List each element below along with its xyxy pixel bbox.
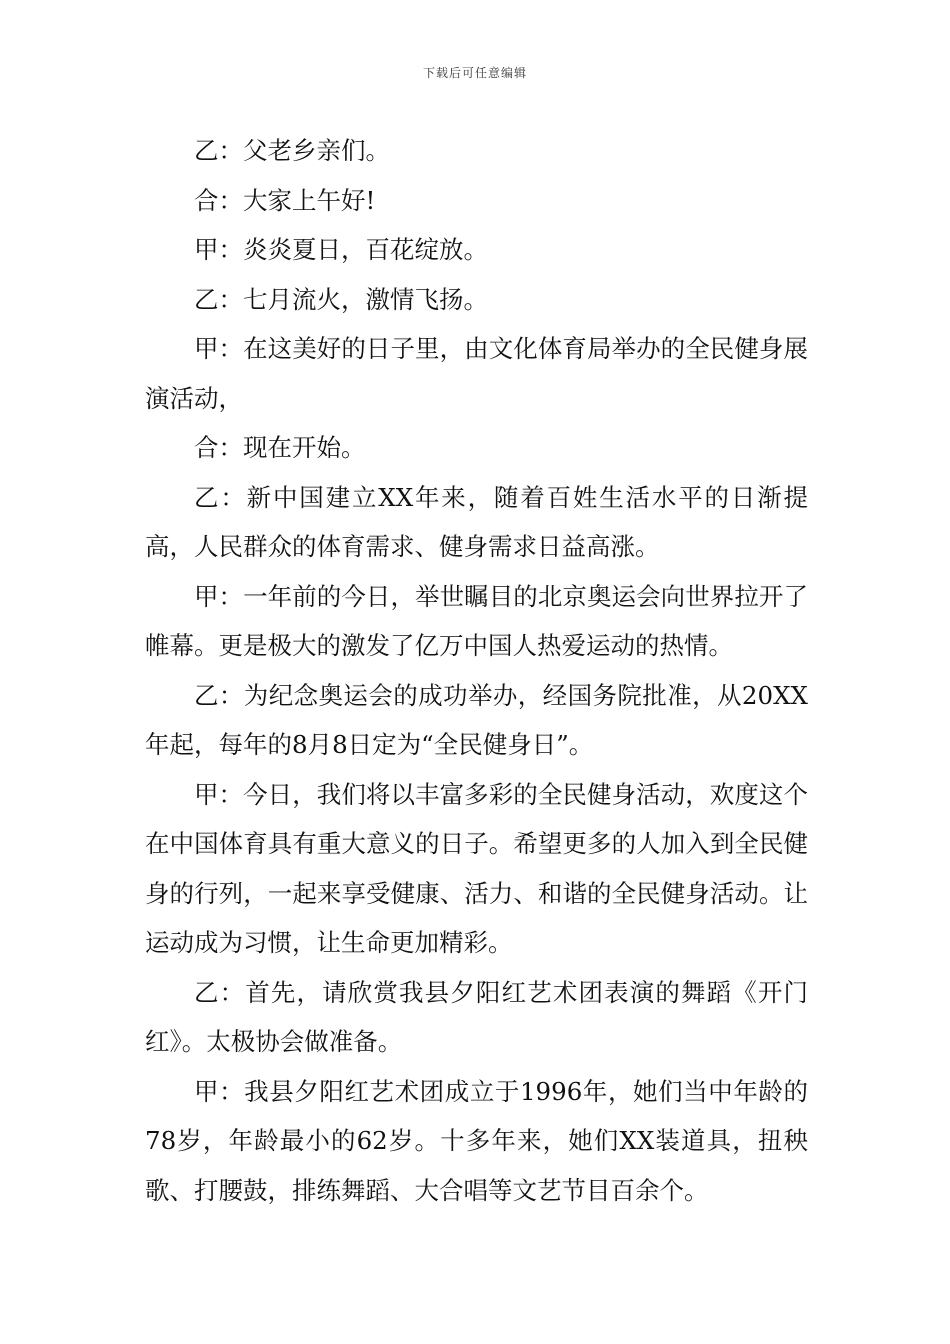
paragraph-7: 乙：新中国建立XX年来，随着百姓生活水平的日渐提高，人民群众的体育需求、健身需求日益高涨。 [145,482,808,561]
paragraph-11: 乙：首先，请欣赏我县夕阳红艺术团表演的舞蹈《开门红》。太极协会做准备。 [145,977,808,1056]
paragraph-2: 合：大家上午好! [194,185,376,215]
document-body [145,126,808,1215]
paragraph-1: 乙：父老乡亲们。 [194,136,390,165]
paragraph-9: 乙：为纪念奥运会的成功举办，经国务院批准，从20XX年起，每年的8月8日定为“全民健身日”。 [145,680,808,759]
paragraph-10: 甲：今日，我们将以丰富多彩的全民健身活动，欢度这个在中国体育具有重大意义的日子。希望更多的人加入到全民健身的行列，一起来享受健康、活力、和谐的全民健身活动。让运动成为习惯，让生命更加精彩。 [145,779,808,957]
paragraph-8: 甲：一年前的今日，举世瞩目的北京奥运会向世界拉开了帷幕。更是极大的激发了亿万中国人热爱运动的热情。 [145,581,808,660]
paragraph-12: 甲：我县夕阳红艺术团成立于1996年，她们当中年龄的78岁，年龄最小的62岁。十多年来，她们XX装道具，扭秧歌、打腰鼓，排练舞蹈、大合唱等文艺节目百余个。 [145,1076,808,1205]
page-header-note: 下载后可任意编辑 [422,66,527,80]
paragraph-5: 甲：在这美好的日子里，由文化体育局举办的全民健身展演活动， [145,334,808,413]
paragraph-6: 合：现在开始。 [194,433,366,462]
paragraph-4: 乙：七月流火，激情飞扬。 [194,284,488,314]
paragraph-3: 甲：炎炎夏日，百花绽放。 [194,235,488,264]
